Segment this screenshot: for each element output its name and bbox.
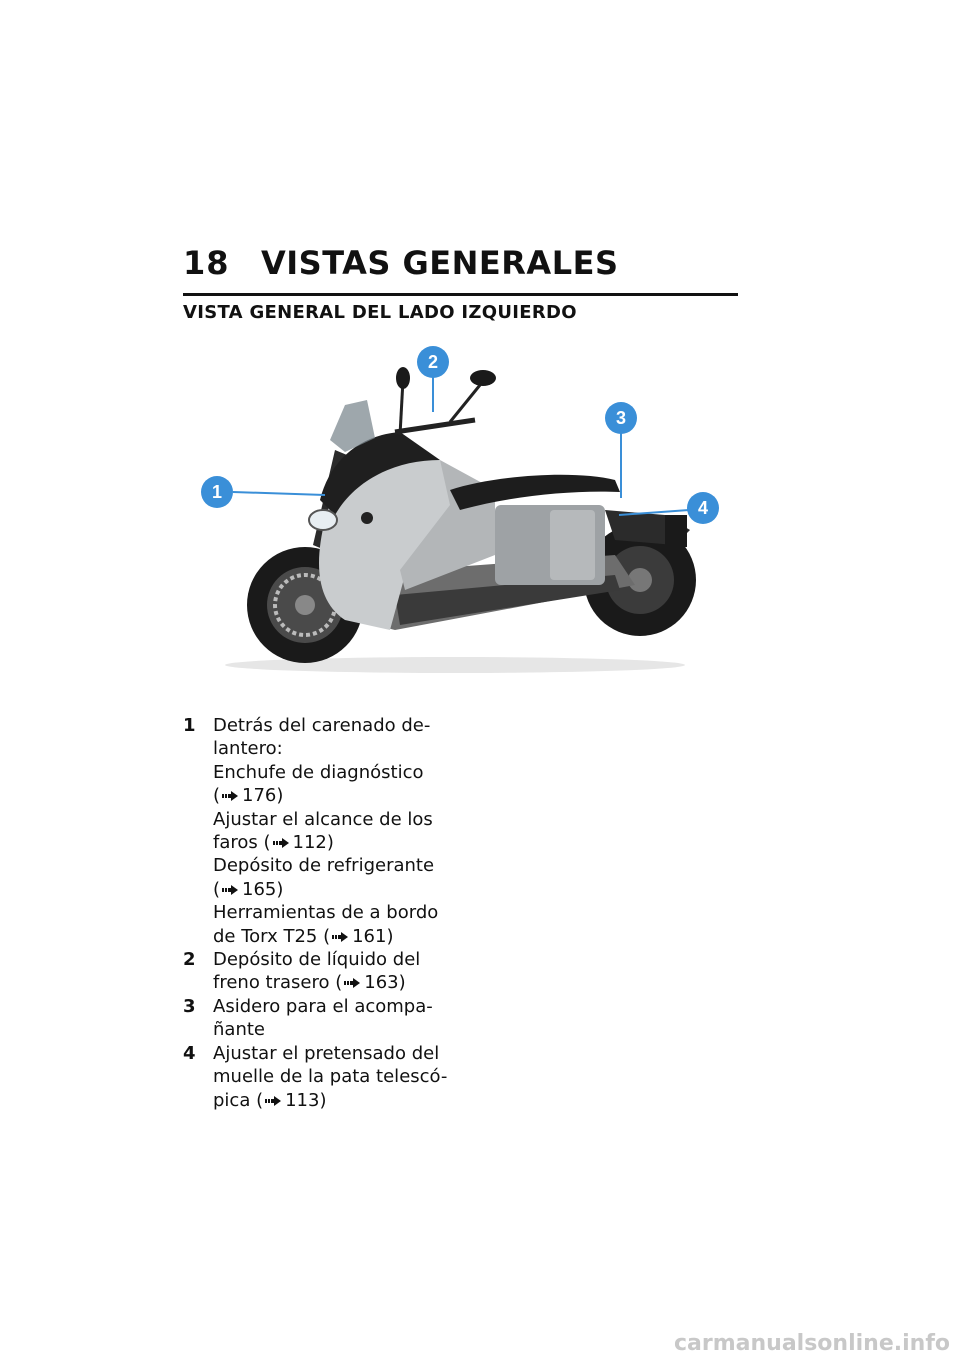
- header-rule: [183, 293, 738, 296]
- page-reference-link[interactable]: 113): [285, 1089, 327, 1111]
- legend-line-text: pica (: [213, 1089, 264, 1111]
- reference-arrow-icon: [222, 791, 238, 801]
- legend-item-number: 2: [183, 949, 196, 971]
- legend-line-text: de Torx T25 (: [213, 925, 331, 947]
- legend-line-text: muelle de la pata telescó-: [213, 1066, 448, 1088]
- legend-list: [183, 714, 453, 1112]
- legend-line-text: Detrás del carenado de-: [213, 715, 431, 736]
- page-reference-link[interactable]: 161): [352, 925, 394, 947]
- legend-line: [213, 901, 453, 924]
- legend-line: [213, 971, 453, 994]
- legend-line: [213, 784, 453, 807]
- reference-arrow-icon: [265, 1096, 281, 1106]
- reference-arrow-icon: [344, 978, 360, 988]
- watermark: carmanualsonline.info: [674, 1331, 950, 1356]
- legend-line: [213, 925, 453, 948]
- legend-line-text: (: [213, 785, 221, 807]
- callout-4-label: 4: [697, 498, 709, 518]
- legend-line-text: Ajustar el alcance de los: [213, 808, 433, 830]
- legend-item: [183, 948, 453, 995]
- legend-line: [213, 948, 453, 971]
- scooter-figure: [195, 340, 735, 690]
- legend-line-text: lantero:: [213, 738, 283, 760]
- legend-line: [213, 1089, 453, 1112]
- legend-line: [213, 878, 453, 901]
- callout-2: [417, 346, 449, 378]
- callout-4: [687, 492, 719, 524]
- legend-item-number: 4: [183, 1042, 196, 1064]
- page-number: 18: [183, 244, 230, 282]
- legend-line: [213, 831, 453, 854]
- callout-3: [605, 402, 637, 434]
- legend-item-text: [213, 995, 453, 1042]
- legend-line: [213, 854, 453, 877]
- legend-line-text: Enchufe de diagnóstico: [213, 761, 424, 783]
- legend-line: [213, 808, 453, 831]
- legend-item: [183, 1042, 453, 1112]
- legend-line-text: (: [213, 878, 221, 900]
- legend-line-text: Herramientas de a bordo: [213, 902, 439, 924]
- legend-line-text: freno trasero (: [213, 972, 343, 994]
- legend-item-text: [213, 948, 453, 995]
- legend-line: [213, 995, 453, 1018]
- legend-line-text: Ajustar el pretensado del: [213, 1042, 440, 1064]
- legend-line-text: Depósito de líquido del: [213, 949, 421, 971]
- legend-line: [213, 737, 453, 760]
- reference-arrow-icon: [273, 838, 289, 848]
- legend-line: [213, 1042, 453, 1065]
- reference-arrow-icon: [222, 885, 238, 895]
- legend-item-number: 3: [183, 995, 196, 1017]
- legend-item-number: 1: [183, 715, 196, 736]
- legend-line: [213, 1018, 453, 1041]
- legend-line-text: faros (: [213, 832, 271, 854]
- legend-line: [213, 714, 453, 737]
- page-reference-link[interactable]: 176): [242, 785, 284, 807]
- page-header: [183, 244, 738, 282]
- callout-1-label: 1: [211, 482, 223, 502]
- callout-3-label: 3: [615, 408, 627, 428]
- page-reference-link[interactable]: 165): [242, 878, 284, 900]
- legend-item: [183, 714, 453, 948]
- legend-line: [213, 761, 453, 784]
- legend-line: [213, 1065, 453, 1088]
- legend-line-text: ñante: [213, 1019, 265, 1041]
- page-title: VISTAS GENERALES: [261, 244, 619, 282]
- page-reference-link[interactable]: 163): [364, 972, 406, 994]
- legend-item-text: [213, 1042, 453, 1112]
- page-reference-link[interactable]: 112): [292, 832, 334, 854]
- scooter-illustration: [195, 340, 735, 690]
- legend-item-text: [213, 714, 453, 948]
- reference-arrow-icon: [332, 932, 348, 942]
- callout-2-label: 2: [427, 352, 439, 372]
- section-title: VISTA GENERAL DEL LADO IZQUIERDO: [183, 302, 577, 323]
- legend-item: [183, 995, 453, 1042]
- callout-1: [201, 476, 233, 508]
- legend-line-text: Asidero para el acompa-: [213, 995, 433, 1017]
- legend-line-text: Depósito de refrigerante: [213, 855, 435, 877]
